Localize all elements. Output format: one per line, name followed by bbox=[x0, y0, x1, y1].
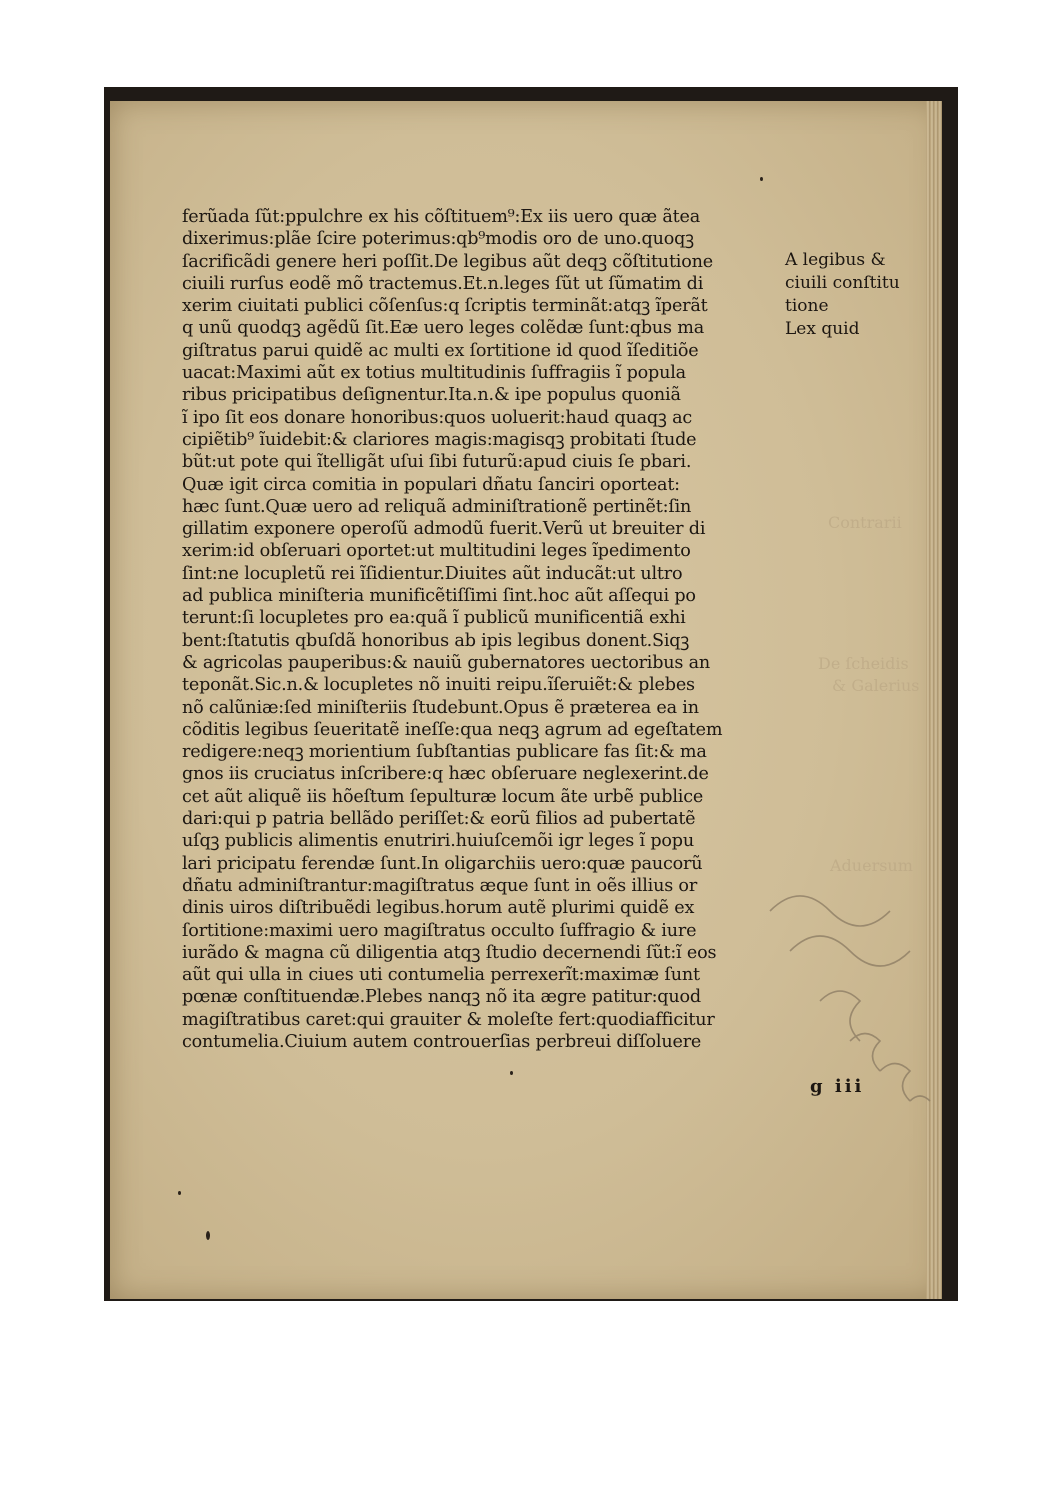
text-line: dñatu adminiſtrantur:magiſtratus æque ſunt in oẽs illius or bbox=[182, 875, 698, 896]
text-line: ſacrificãdi genere heri poſſit.De legibus aũt deqꝫ cõſtitutione bbox=[182, 251, 713, 272]
text-line: gillatim exponere operoſũ admodũ fuerit.Verũ ut breuiter di bbox=[182, 519, 706, 540]
text-line: uacat:Maximi aũt ex totius multitudinis ſuffragiis ĩ popula bbox=[182, 363, 686, 384]
text-line: dari:qui p patria bellãdo periſſet:& eorũ filios ad pubertatẽ bbox=[182, 809, 696, 830]
show-through-note: Contrarii bbox=[828, 513, 902, 532]
text-line: ferũada ſũt:ppulchre ex his cõſtituem⁹:Ex iis uero quæ ãtea bbox=[182, 207, 701, 227]
text-line: cipiẽtib⁹ ĩuidebit:& clariores magis:magisqꝫ probitati ſtude bbox=[182, 429, 697, 450]
stamp-stroke bbox=[850, 1034, 880, 1072]
marginal-note: A legibus & bbox=[785, 250, 886, 270]
book-page bbox=[110, 101, 942, 1299]
scan-frame bbox=[104, 87, 958, 1301]
text-line: redigere:neqꝫ morientium ſubſtantias publicare fas ſit:& ma bbox=[182, 742, 707, 763]
stamp-stroke bbox=[790, 936, 910, 966]
text-line: ĩ ipo ſit eos donare honoribus:quos uoluerit:haud quaqꝫ ac bbox=[182, 407, 693, 428]
text-line: teponãt.Sic.n.& locupletes nõ inuiti reipu.ĩſeruiẽt:& plebes bbox=[182, 675, 695, 696]
text-line: contumelia.Ciuium autem controuerſias perbreui diſſoluere bbox=[182, 1031, 702, 1052]
stamp-strokes bbox=[770, 896, 930, 1101]
ink-speck bbox=[510, 1071, 513, 1075]
marginal-notes bbox=[785, 249, 925, 341]
text-line: bũt:ut pote qui ĩtelligãt uſui ſibi futurũ:apud ciuis ſe pbari. bbox=[182, 452, 692, 473]
marginal-note: Lex quid bbox=[785, 319, 860, 339]
ink-speck bbox=[760, 177, 763, 181]
marginal-note: tione bbox=[785, 296, 829, 316]
marginal-note: ciuili conſtitu bbox=[785, 273, 900, 293]
text-line: uſqꝫ publicis alimentis enutriri.huiuſcemõi igr leges ĩ popu bbox=[182, 831, 694, 852]
library-stamp bbox=[760, 871, 950, 1131]
stamp-stroke bbox=[880, 1064, 910, 1102]
text-line: iurãdo & magna cũ diligentia atqꝫ ſtudio decernendi ſũt:ĩ eos bbox=[182, 942, 717, 963]
text-line: magiſtratibus caret:qui grauiter & moleſte fert:quodiafficitur bbox=[182, 1009, 715, 1030]
ink-speck bbox=[206, 1231, 210, 1240]
stamp-stroke bbox=[910, 1096, 930, 1101]
show-through-note: & Galerius bbox=[832, 676, 920, 695]
text-line: xerim:id obſeruari oportet:ut multitudini leges ĩpedimento bbox=[182, 541, 691, 562]
show-through-note: Aduersum bbox=[830, 856, 913, 875]
text-line: aũt qui ulla in ciues uti contumelia perrexerĩt:maximæ ſunt bbox=[182, 965, 700, 986]
text-line: cet aũt aliquẽ iis hõeſtum ſepulturæ locum ãte urbẽ publice bbox=[182, 786, 704, 807]
text-line: ciuili rurſus eodẽ mõ tractemus.Et.n.leges ſũt ut ſũmatim di bbox=[182, 273, 704, 294]
text-line: cõditis legibus ſeueritatẽ ineſſe:qua neqꝫ agrum ad egeſtatem bbox=[182, 719, 723, 740]
text-line: giſtratus parui quidẽ ac multi ex ſortitione id quod ĩſeditiõe bbox=[182, 340, 699, 361]
text-line: & agricolas pauperibus:& nauiũ gubernatores uectoribus an bbox=[182, 652, 711, 673]
text-line: dixerimus:plãe ſcire poterimus:qb⁹modis oro de uno.quoqꝫ bbox=[182, 229, 694, 250]
stamp-stroke bbox=[770, 896, 890, 926]
signature-mark: g iii bbox=[810, 1076, 865, 1097]
text-line: lari pricipatu ferendæ ſunt.In oligarchiis uero:quæ paucorũ bbox=[182, 853, 703, 874]
text-line: ſortitione:maximi uero magiſtratus occulto ſuffragio & iure bbox=[182, 920, 697, 941]
text-line: hæc ſunt.Quæ uero ad reliquã adminiſtrationẽ pertinẽt:ſin bbox=[182, 496, 692, 517]
show-through-note: De ſcheidis bbox=[818, 654, 909, 673]
text-line: ad publica miniſteria munificẽtiſſimi ſint.hoc aũt aſſequi po bbox=[182, 586, 696, 607]
main-text-block bbox=[182, 206, 782, 1053]
text-line: q unũ quodqꝫ agẽdũ ſit.Eæ uero leges colẽdæ ſunt:qbus ma bbox=[182, 318, 705, 339]
text-line: nõ calũniæ:ſed miniſteriis ſtudebunt.Opus ẽ præterea ea in bbox=[182, 697, 699, 718]
stamp-stroke bbox=[820, 991, 860, 1041]
text-line: ſint:ne locupletũ rei ĩſidientur.Diuites aũt inducãt:ut ultro bbox=[182, 563, 683, 584]
text-line: pœnæ conſtituendæ.Plebes nanqꝫ nõ ita ægre patitur:quod bbox=[182, 987, 701, 1008]
text-line: dinis uiros diſtribuẽdi legibus.horum autẽ plurimi quidẽ ex bbox=[182, 898, 695, 919]
ink-speck bbox=[178, 1191, 181, 1195]
text-line: terunt:ſi locupletes pro ea:quã ĩ publicũ munificentiã exhi bbox=[182, 608, 686, 629]
text-line: ribus pricipatibus deſignentur.Ita.n.& ipe populus quoniã bbox=[182, 385, 681, 406]
text-line: gnos iis cruciatus inſcribere:q hæc obſeruare neglexerint.de bbox=[182, 764, 709, 785]
text-line: xerim ciuitati publici cõſenſus:q ſcriptis terminãt:atqꝫ ĩperãt bbox=[182, 296, 708, 317]
text-line: Quæ igit circa comitia in populari dñatu ſanciri oporteat: bbox=[182, 474, 680, 495]
text-line: bent:ſtatutis qbuſdã honoribus ab ipis legibus donent.Siqꝫ bbox=[182, 630, 690, 651]
